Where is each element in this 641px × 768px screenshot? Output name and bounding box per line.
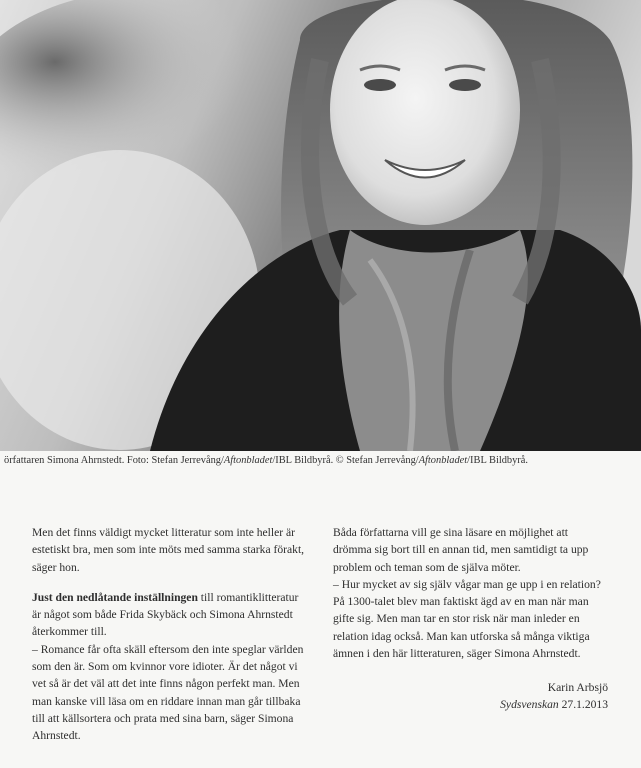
article-signature bbox=[333, 679, 608, 713]
paragraph: Men det finns väldigt mycket litteratur som inte heller är estetiskt bra, men som inte möts med samma starka förakt, säger hon. bbox=[32, 526, 305, 574]
photo-caption bbox=[4, 454, 636, 468]
lead-in: Just den nedlåtande inställningen bbox=[32, 590, 198, 604]
publication-date: 27.1.2013 bbox=[561, 698, 608, 712]
caption-publication: Aftonbladet bbox=[418, 455, 468, 466]
caption-text: /IBL Bildbyrå. bbox=[467, 455, 528, 466]
paragraph: Båda författarna vill ge sina läsare en möjlighet att drömma sig bort till en annan tid, men samtidigt ta upp problem och teman som de själva möter. bbox=[333, 526, 589, 574]
article-column-right bbox=[333, 524, 608, 713]
caption-publication: Aftonbladet bbox=[223, 455, 273, 466]
publication-name: Sydsvenskan bbox=[500, 698, 559, 712]
paragraph: – Romance får ofta skäll eftersom den inte speglar världen som den är. Som om kvinnor vore idioter. Är det något vi vet så är det väl att det inte finns någon perfekt man. Men man kanske vill läsa om en riddare innan man går tillbaka till att källsortera och prata med sina barn, säger Simona Ahrnstedt. bbox=[32, 642, 304, 743]
article-column-left bbox=[32, 524, 310, 745]
paragraph bbox=[32, 589, 310, 641]
source-line bbox=[333, 696, 608, 713]
paragraph: – Hur mycket av sig själv vågar man ge upp i en relation? På 1300-talet blev man faktiskt ägd av en man när man gifte sig. Men man tar en stor risk när man inleder en relation idag också. Man kan utforska så många viktiga ämnen i den här litteraturen, säger Simona Ahrnstedt. bbox=[333, 577, 601, 661]
caption-text: örfattaren Simona Ahrnstedt. Foto: Stefan Jerrevång/ bbox=[4, 455, 224, 466]
caption-text: /IBL Bildbyrå. © Stefan Jerrevång/ bbox=[272, 455, 419, 466]
author-name: Karin Arbsjö bbox=[547, 681, 608, 695]
paragraph-text: till romantiklitteratur är något som både Frida Skybäck och Simona Ahrnstedt återkommer till. bbox=[32, 590, 299, 639]
